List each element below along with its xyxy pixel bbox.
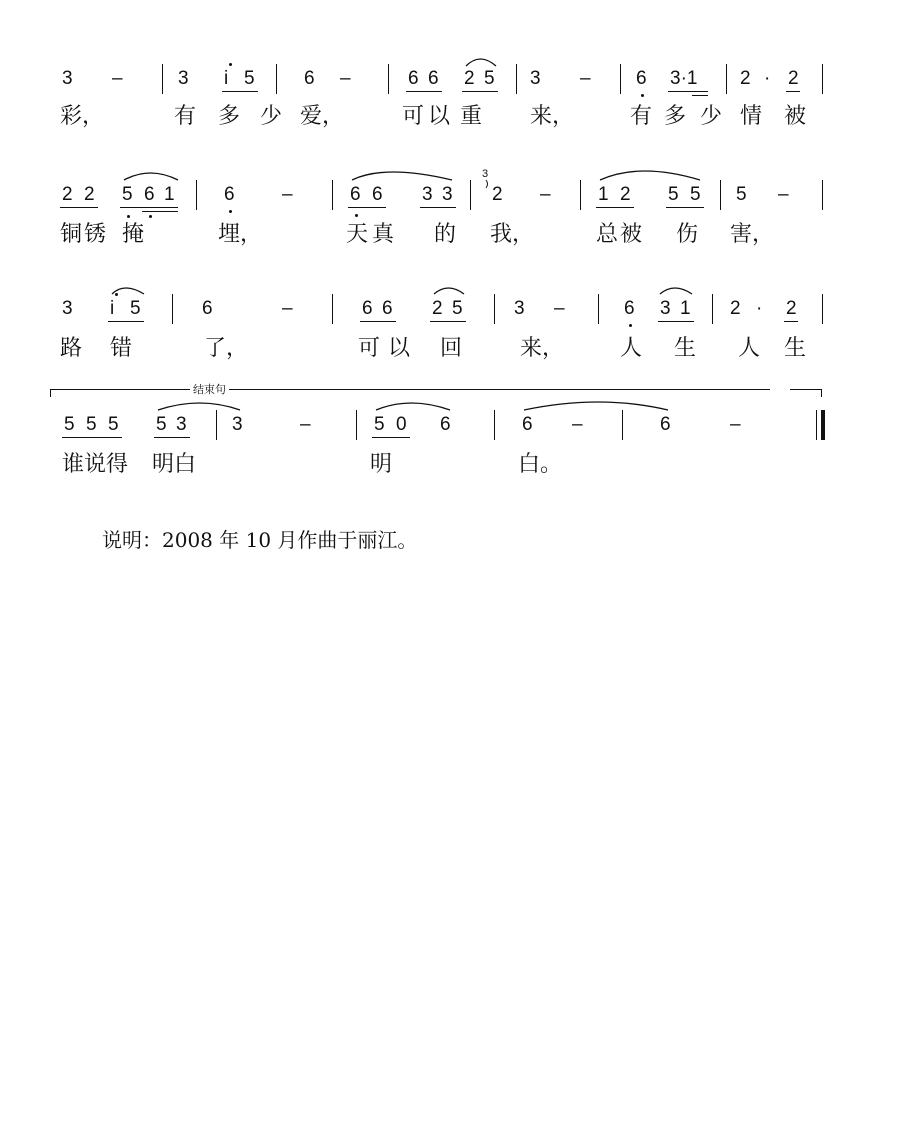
note: 1 — [598, 184, 609, 205]
note: 6 — [372, 184, 383, 205]
note: 3 — [514, 298, 525, 319]
underline — [786, 91, 800, 92]
barline — [822, 180, 823, 210]
note: 2 — [620, 184, 631, 205]
barline — [712, 294, 713, 324]
lyric: 明 — [152, 452, 175, 477]
note: 6 — [202, 298, 213, 319]
lyric: 铜 — [60, 222, 83, 247]
note: 6 — [382, 298, 393, 319]
barline — [332, 180, 333, 210]
final-barline-thin — [816, 410, 817, 440]
note: 6 — [224, 184, 235, 205]
note: i — [110, 298, 115, 319]
barline — [822, 64, 823, 94]
ending-bracket — [50, 389, 770, 390]
lyric: 被 — [784, 104, 807, 129]
lyric: 错 — [110, 336, 133, 361]
barline — [822, 294, 823, 324]
underline — [784, 321, 798, 322]
barline — [196, 180, 197, 210]
breath-mark — [486, 180, 488, 188]
note: 2 — [492, 184, 503, 205]
note-dash: – — [554, 298, 565, 319]
lyric: 少 — [700, 104, 723, 129]
note: 0 — [396, 414, 407, 435]
lyric: 少 — [260, 104, 283, 129]
lyric: 总 — [596, 222, 619, 247]
lyric: 彩， — [60, 104, 105, 129]
note-dash: – — [540, 184, 551, 205]
lyric: 人 — [620, 336, 643, 361]
lyric: 掩 — [122, 222, 145, 247]
barline — [172, 294, 173, 324]
underline — [420, 207, 456, 208]
ending-bracket-left-hook — [50, 389, 51, 397]
lyric: 以 — [428, 104, 451, 129]
note: 3·1 — [670, 68, 698, 89]
note: 5 — [484, 68, 495, 89]
note: 5 — [736, 184, 747, 205]
barline — [580, 180, 581, 210]
note: 5 — [122, 184, 133, 205]
note: 1 — [680, 298, 691, 319]
note: 6 — [304, 68, 315, 89]
low-dot — [127, 215, 130, 218]
barline — [494, 410, 495, 440]
barline — [162, 64, 163, 94]
underline — [348, 207, 386, 208]
lyric: 伤 — [676, 222, 699, 247]
note-dash: – — [340, 68, 351, 89]
note: · — [756, 298, 763, 319]
note: 6 — [428, 68, 439, 89]
lyric: 我， — [490, 222, 535, 247]
lyric: 人 — [738, 336, 761, 361]
ending-bracket-right — [790, 389, 822, 390]
lyric: 有 — [630, 104, 653, 129]
barline — [720, 180, 721, 210]
note: 6 — [408, 68, 419, 89]
note: 5 — [452, 298, 463, 319]
slur — [600, 171, 700, 180]
note: 3 — [232, 414, 243, 435]
note-dash: – — [282, 184, 293, 205]
lyric: 明 — [370, 452, 393, 477]
note-dash: – — [112, 68, 123, 89]
slur — [158, 403, 240, 410]
note: 5 — [130, 298, 141, 319]
lyric: 真 — [372, 222, 395, 247]
underline — [430, 321, 466, 322]
lyric: 有 — [174, 104, 197, 129]
high-dot — [115, 293, 118, 296]
note-dash: – — [580, 68, 591, 89]
composition-note: 说明：2008 年 10 月作曲于丽江。 — [102, 528, 418, 552]
note: 6 — [440, 414, 451, 435]
note: 6 — [144, 184, 155, 205]
barline — [598, 294, 599, 324]
note: 2 — [740, 68, 751, 89]
slur — [124, 173, 178, 180]
lyric: 被 — [620, 222, 643, 247]
lyric: 多 — [664, 104, 687, 129]
underline — [692, 95, 708, 96]
underline — [120, 207, 178, 208]
high-dot — [229, 63, 232, 66]
lyric: 了， — [204, 336, 249, 361]
lyric: 白。 — [518, 452, 563, 477]
note: 3 — [422, 184, 433, 205]
note: · — [764, 68, 771, 89]
note: 6 — [636, 68, 647, 89]
lyric: 回 — [440, 336, 463, 361]
slur — [466, 59, 496, 66]
slur — [660, 288, 692, 294]
underline — [108, 321, 144, 322]
note: 6 — [350, 184, 361, 205]
note-dash: – — [730, 414, 741, 435]
note: 5 — [374, 414, 385, 435]
lyric: 情 — [740, 104, 763, 129]
note: 3 — [660, 298, 671, 319]
note-dash: – — [778, 184, 789, 205]
barline — [470, 180, 471, 210]
final-barline-thick — [821, 410, 825, 440]
note: 1 — [164, 184, 175, 205]
lyric: 得 — [106, 452, 129, 477]
underline — [372, 437, 410, 438]
note-dash: – — [572, 414, 583, 435]
lyric: 重 — [460, 104, 483, 129]
low-dot — [629, 324, 632, 327]
underline — [360, 321, 396, 322]
lyric: 谁 — [62, 452, 85, 477]
underline — [142, 211, 178, 212]
lyric: 天 — [346, 222, 369, 247]
barline — [332, 294, 333, 324]
note: 2 — [730, 298, 741, 319]
note: 3 — [442, 184, 453, 205]
slur — [376, 403, 450, 410]
note: 5 — [108, 414, 119, 435]
note: 2 — [464, 68, 475, 89]
note-dash: – — [282, 298, 293, 319]
grace-note: 3 — [482, 168, 489, 180]
barline — [356, 410, 357, 440]
lyric: 可 — [402, 104, 425, 129]
lyric: 可 — [358, 336, 381, 361]
barline — [388, 64, 389, 94]
lyric: 的 — [434, 222, 457, 247]
note: 5 — [156, 414, 167, 435]
barline — [620, 64, 621, 94]
slur — [434, 288, 464, 294]
ending-bracket-right-hook — [821, 389, 822, 397]
note-dash: – — [300, 414, 311, 435]
slur — [352, 172, 452, 180]
note: 3 — [176, 414, 187, 435]
lyric: 埋， — [218, 222, 263, 247]
underline — [658, 321, 694, 322]
note: 3 — [62, 298, 73, 319]
low-dot — [149, 215, 152, 218]
barline — [622, 410, 623, 440]
note: 2 — [432, 298, 443, 319]
note: 5 — [690, 184, 701, 205]
low-dot — [355, 214, 358, 217]
lyric: 爱， — [300, 104, 345, 129]
note: 6 — [660, 414, 671, 435]
lyric: 生 — [784, 336, 807, 361]
underline — [60, 207, 98, 208]
lyric: 来， — [520, 336, 565, 361]
lyric: 害， — [730, 222, 775, 247]
note: i — [224, 68, 229, 89]
lyric: 以 — [388, 336, 411, 361]
note: 2 — [84, 184, 95, 205]
underline — [596, 207, 634, 208]
note: 5 — [86, 414, 97, 435]
underline — [666, 207, 704, 208]
barline — [216, 410, 217, 440]
lyric: 生 — [674, 336, 697, 361]
note: 2 — [788, 68, 799, 89]
note: 5 — [668, 184, 679, 205]
low-dot — [229, 210, 232, 213]
lyric: 路 — [60, 336, 83, 361]
barline — [276, 64, 277, 94]
slur — [524, 402, 668, 410]
low-dot — [641, 94, 644, 97]
note: 2 — [786, 298, 797, 319]
note: 3 — [62, 68, 73, 89]
underline — [62, 437, 122, 438]
note: 6 — [362, 298, 373, 319]
note: 2 — [62, 184, 73, 205]
note: 6 — [522, 414, 533, 435]
barline — [494, 294, 495, 324]
lyric: 多 — [218, 104, 241, 129]
ending-label: 结束句 — [190, 384, 229, 396]
note: 5 — [244, 68, 255, 89]
lyric: 说 — [84, 452, 107, 477]
lyric: 锈 — [84, 222, 107, 247]
lyric: 白 — [174, 452, 197, 477]
note: 6 — [624, 298, 635, 319]
lyric: 来， — [530, 104, 575, 129]
underline — [406, 91, 442, 92]
note: 3 — [178, 68, 189, 89]
barline — [516, 64, 517, 94]
underline — [462, 91, 498, 92]
underline — [668, 91, 708, 92]
barline — [726, 64, 727, 94]
underline — [222, 91, 258, 92]
note: 5 — [64, 414, 75, 435]
note: 3 — [530, 68, 541, 89]
underline — [154, 437, 190, 438]
